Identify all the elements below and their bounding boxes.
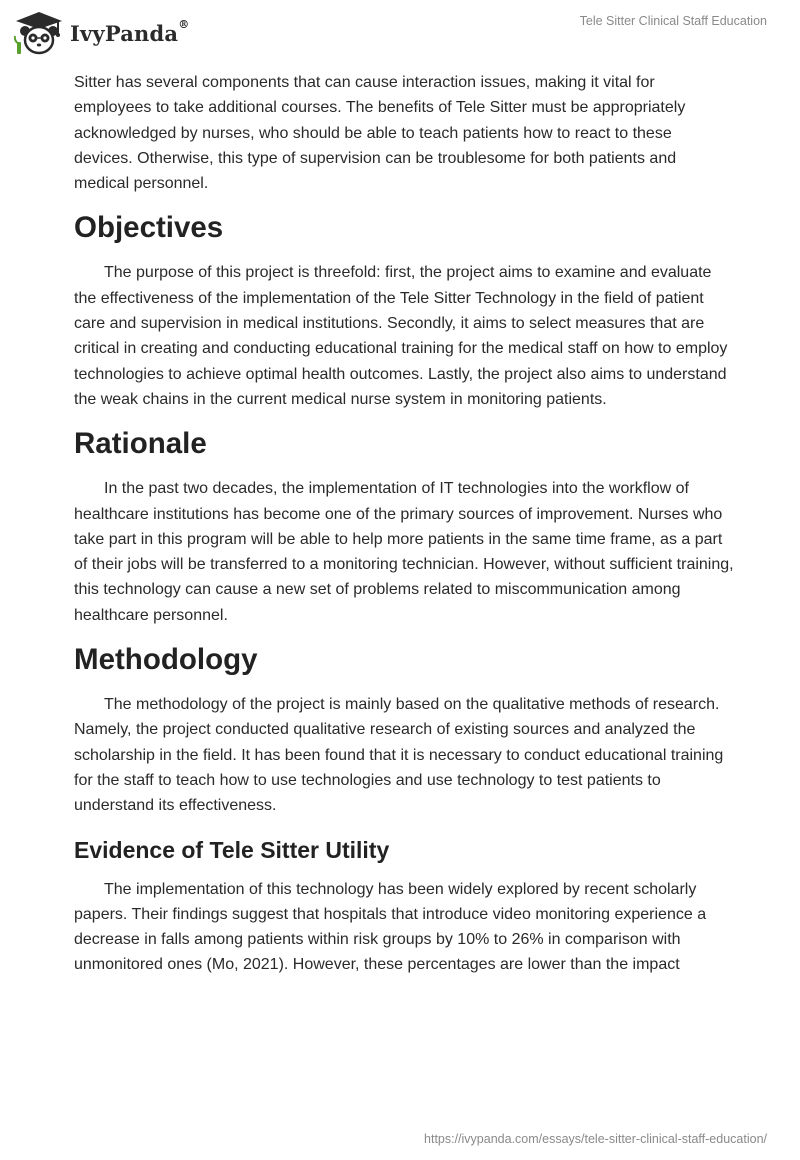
document-title: Tele Sitter Clinical Staff Education [579, 14, 767, 28]
objectives-paragraph: The purpose of this project is threefold: first, the project aims to examine and evaluate the effectiveness of the implementation of the Tele Sitter Technology in the field of patient care and supervision in medical institutions. Secondly, it aims to select measures that are critical in creating and conducting educational training for the medical staff on how to employ technologies to achieve optimal health outcomes. Lastly, the project also aims to understand the weak chains in the current medical nurse system in monitoring patients. [74, 264, 728, 408]
panda-graduate-icon [14, 10, 64, 56]
page-header [0, 0, 800, 64]
objectives-heading: Objectives [74, 211, 224, 245]
source-url-link[interactable]: https://ivypanda.com/essays/tele-sitter-clinical-staff-education/ [424, 1132, 767, 1146]
methodology-heading: Methodology [74, 643, 258, 677]
evidence-heading: Evidence of Tele Sitter Utility [74, 836, 390, 863]
methodology-paragraph: The methodology of the project is mainly based on the qualitative methods of research. Namely, the project conducted qualitative research of existing sources and analyzed the scholarship in the field. It has been found that it is necessary to conduct educational training for the staff to teach how to use technologies and use technology to test patients to understand its effectiveness. [74, 696, 724, 815]
intro-paragraph: Sitter has several components that can cause interaction issues, making it vital for employees to take additional courses. The benefits of Tele Sitter must be appropriately acknowledged by nurses, who should be able to teach patients how to react to these devices. Otherwise, this type of supervision can be troublesome for both patients and medical personnel. [74, 74, 686, 193]
ivypanda-logo[interactable] [14, 8, 189, 58]
essay-content [74, 70, 734, 978]
registered-mark: ® [178, 17, 190, 31]
rationale-heading: Rationale [74, 427, 207, 461]
brand-name: IvyPanda® [70, 17, 190, 46]
evidence-paragraph: The implementation of this technology has been widely explored by recent scholarly papers. Their findings suggest that hospitals that introduce video monitoring experience a decrease in falls among patients within risk groups by 10% to 26% in comparison with unmonitored ones (Mo, 2021). However, these percentages are lower than the impact [74, 880, 707, 974]
rationale-paragraph: In the past two decades, the implementation of IT technologies into the workflow of healthcare institutions has become one of the primary sources of improvement. Nurses who take part in this program will be able to help more patients in the same time frame, as a part of their jobs will be transferred to a monitoring technician. However, without sufficient training, this technology can cause a new set of problems related to miscommunication among healthcare personnel. [74, 480, 734, 624]
